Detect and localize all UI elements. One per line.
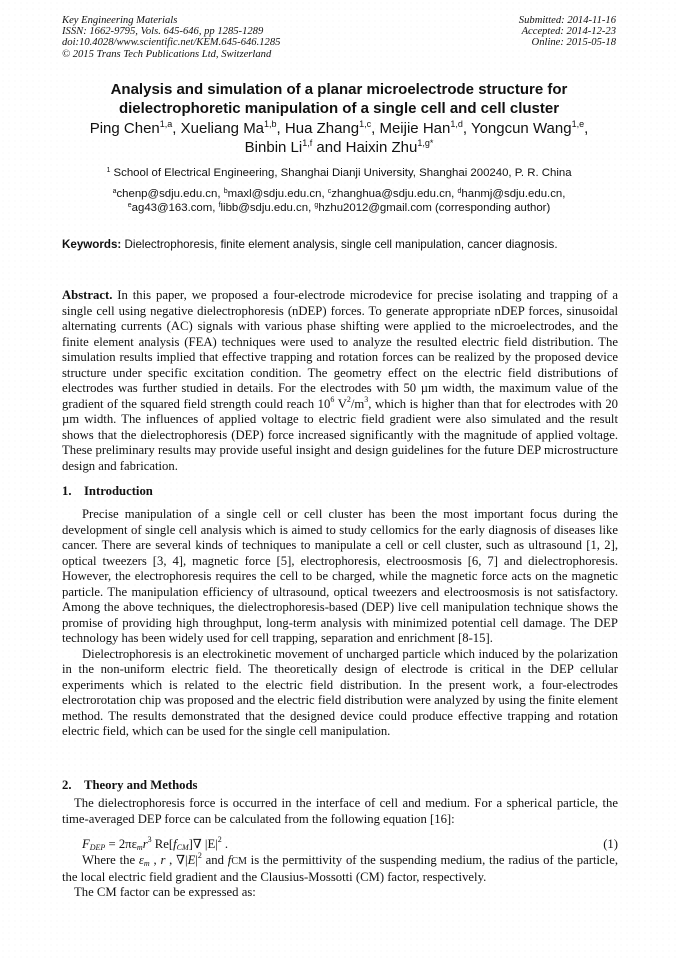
paper-title (40, 81, 638, 118)
paragraph: The dielectrophoresis force is occurred in the interface of cell and medium. For a spherical particle, the time-averaged DEP force can be calculated from the following equation [16]: (62, 796, 618, 826)
section-heading-theory (62, 778, 198, 793)
journal-copyright: © 2015 Trans Tech Publications Ltd, Switzerland (62, 48, 272, 60)
section-number: 1. (62, 484, 72, 498)
eq-subscript: CM (176, 843, 189, 852)
equation-explanation: Where the $\varepsilon_m$ , r , $\nabla|E|^2$ and fCM is the permittivity of the suspending medium, the radius of the particle, the local electric field gradient and the Clausius-Mossotti (CM) factor, respectively. (62, 851, 619, 884)
abstract-label: Abstract. (62, 288, 113, 302)
paragraph: Precise manipulation of a single cell or cell cluster has been the most important focus during the development of single cell analysis which is aimed to study cellomics for the early diagnosis of diseases like cancer. There are several kinds of techniques to manipulate a cell or cell cluster, such as ultrasound [1, 2], optical tweezers [3, 4], magnetic force [5], electrophoresis, electroosmosis [6, 7] and dielectrophoresis. However, the electrophoresis requires the cell to be charged, while the magnetic force acts on the magnetic particle. The manipulation efficiency of ultrasound, optical tweezers and electroosmosis is not satisfactory. Among the above techniques, the dielectrophoresis-based (DEP) live cell manipulation technique shows the promise of providing high throughput, long-term analysis with minimized potential cell damage. The DEP technology has been widely used for cell trapping, separation and enrichment [8-15]. (62, 507, 618, 645)
author: Binbin Li$^{1,f}$ and (244, 137, 346, 156)
equation-1 (82, 835, 618, 853)
title-line-2: dielectrophoretic manipulation of a single cell and cell cluster (118, 99, 560, 117)
keywords (62, 238, 622, 252)
author: Yongcun Wang$^{1,e}$, (470, 119, 589, 137)
paragraph: Dielectrophoresis is an electrokinetic movement of uncharged particle which induced by the polarization in the non-uniform electric field. The theoretically design of electrode is critical in the DEP cellular experiments which is related to the electric field distribution. In the present work, a four-electrodes electrorotation chip was proposed and the electric field distribution were analyzed by using the finite element method. The results demonstrated that the designed device could produce effective trapping and rotation electric field, which can be used for the single cell manipulation. (62, 646, 618, 738)
email[interactable]: $^d$hanmj@sdju.edu.cn, (457, 188, 566, 200)
affiliation-marker: 1 (106, 167, 111, 174)
exponent: 6 (330, 394, 335, 404)
submitted-date: Submitted: 2014-11-16 (518, 15, 616, 26)
author: Ping Chen$^{1,a}$, (89, 119, 181, 137)
email[interactable]: $^f$libb@sdju.edu.cn, (218, 202, 315, 214)
accepted-date: Accepted: 2014-12-23 (521, 26, 616, 38)
email[interactable]: $^e$ag43@163.com, (127, 202, 219, 214)
journal-name: Key Engineering Materials (62, 15, 178, 26)
email[interactable]: $^b$maxl@sdju.edu.cn, (223, 188, 328, 200)
online-date: Online: 2015-05-18 (531, 37, 616, 49)
section-number: 2. (62, 778, 72, 792)
keywords-label: Keywords: (62, 238, 122, 251)
eq-term: Re[ (151, 837, 174, 851)
section-title: Introduction (84, 484, 153, 498)
submission-dates (519, 15, 616, 49)
email[interactable]: $^c$zhanghua@sdju.edu.cn, (327, 188, 458, 200)
abstract-text: V (334, 396, 347, 411)
exponent: 2 (346, 394, 351, 404)
equation-number: (1) (603, 837, 618, 851)
eq-symbol: f (173, 837, 177, 851)
abstract-text: In this paper, we proposed a four-electrode microdevice for precise isolating and trapping of a single cell using negative dielectrophoresis (nDEP) forces. To generate appropriate nDEP forces, sinusoidal alternating currents (AC) signals with various phase shifting were applied to the microelectrodes, and the finite element analysis (FEA) techniques were used to analyze the resulted electric field distribution. The simulation results implied that effective trapping and rotation forces can be realized by the proposed device structure under specific excitation condition. The geometry effect on the electric field distributions of electrodes was further studied in details. For the electrodes with 50 µm width, the maximum value of the gradient of the squared field strength could reach 10 (62, 288, 618, 411)
author-emails (40, 187, 638, 215)
author: Hua Zhang$^{1,c}$, (284, 119, 380, 137)
section-title: Theory and Methods (84, 778, 198, 792)
author: Haixin Zhu$^{1,g*}$ (345, 137, 434, 156)
eq-superscript: 3 (147, 835, 152, 844)
cm-intro (62, 885, 618, 901)
theory-body (62, 796, 618, 827)
eq-symbol: r (142, 837, 148, 851)
abstract-text: /m (350, 396, 365, 411)
journal-issn: ISSN: 1662-9795, Vols. 645-646, pp 1285-1289 (62, 26, 264, 38)
email[interactable]: $^g$hzhu2012@gmail.com (corresponding author) (314, 202, 551, 214)
email[interactable]: $^a$chenp@sdju.edu.cn, (112, 188, 224, 200)
exponent: 3 (364, 394, 369, 404)
eq-term: . (221, 837, 229, 851)
eq-term: = 2πε (105, 837, 137, 851)
journal-doi: doi:10.4028/www.scientific.net/KEM.645-646.1285 (62, 37, 281, 49)
paragraph: The CM factor can be expressed as: (74, 885, 256, 899)
eq-subscript: DEP (89, 843, 106, 852)
section-heading-introduction (62, 484, 153, 499)
keywords-text: Dielectrophoresis, finite element analysis, single cell manipulation, cancer diagnosis. (121, 238, 558, 251)
title-line-1: Analysis and simulation of a planar microelectrode structure for (110, 81, 568, 98)
abstract-text: , which is higher than that for electrodes with 20 µm width. The influences of applied voltage to electric field gradient were also simulated and the result shows that the dielectrophoresis (DEP) force increased significantly with the magnitude of applied voltage. These preliminary results may provide useful insight and design guidelines for the future DEP microstructure design and fabrication. (62, 396, 619, 473)
eq-superscript: 2 (217, 835, 222, 844)
author: Meijie Han$^{1,d}$, (379, 119, 471, 137)
introduction-body (62, 507, 618, 740)
journal-info (62, 15, 280, 60)
abstract (62, 288, 618, 474)
author-list (40, 120, 638, 157)
affiliation-text: School of Electrical Engineering, Shanghai Dianji University, Shanghai 200240, P. R. China (110, 167, 572, 179)
eq-subscript: m (136, 843, 143, 852)
author: Xueliang Ma$^{1,b}$, (180, 119, 285, 137)
eq-term: ]∇ |E| (188, 837, 218, 851)
eq-symbol: F (82, 837, 90, 851)
affiliation (40, 166, 638, 180)
